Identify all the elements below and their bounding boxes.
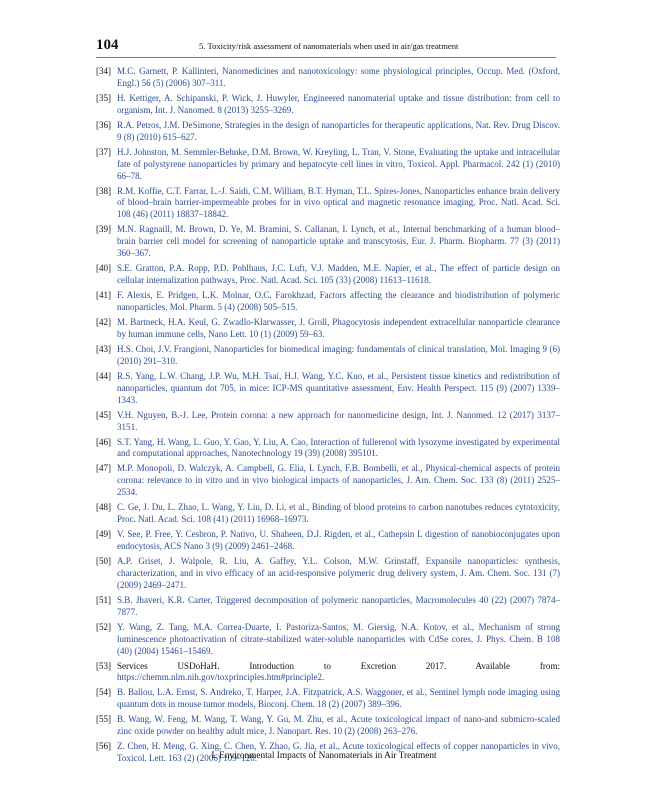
reference-item: [96, 371, 560, 407]
reference-number: [37]: [96, 146, 112, 157]
reference-item: [96, 622, 560, 658]
reference-number: [47]: [96, 463, 112, 474]
reference-link[interactable]: [117, 661, 560, 685]
reference-item: [96, 120, 560, 144]
reference-item: [96, 410, 560, 434]
reference-url[interactable]: https://chemm.nlm.nih.gov/toxprinciples.htm#principle2.: [117, 672, 325, 683]
reference-item: [96, 344, 560, 368]
reference-number: [56]: [96, 741, 112, 752]
reference-number: [55]: [96, 714, 112, 725]
reference-link[interactable]: M. Bartneck, H.A. Keul, G. Zwadlo-Klarwasser, J. Groll, Phagocytosis independent extracellular nanoparticle clearance by human immune cells, Nano Lett. 10 (1) (2009) 59–63.: [117, 316, 560, 339]
reference-link[interactable]: M.C. Garnett, P. Kallinteri, Nanomedicines and nanotoxicology: some physiological principles, Occup. Med. (Oxford, Engl.) 56 (5) (2006) 307–311.: [117, 66, 560, 88]
reference-number: [40]: [96, 263, 112, 274]
reference-item: [96, 463, 560, 499]
page-header: [96, 37, 556, 57]
reference-item: [96, 714, 560, 738]
reference-link[interactable]: S.E. Gratton, P.A. Ropp, P.D. Pohlhaus, J.C. Luft, V.J. Madden, M.E. Napier, et al., The effect of particle design on cellular internalization pathways, Proc. Natl. Acad. Sci. 105 (33) (2008) 11613–11618.: [117, 263, 560, 286]
reference-link[interactable]: V.H. Nguyen, B.-J. Lee, Protein corona: a new approach for nanomedicine design, Int. J. Nanomed. 12 (2017) 3137–3151.: [117, 409, 560, 432]
header-rule: [96, 57, 556, 58]
reference-list: [96, 66, 560, 768]
reference-item: [96, 687, 560, 711]
reference-number: [53]: [96, 660, 112, 671]
reference-link[interactable]: S.B. Jhaveri, K.R. Carter, Triggered decomposition of polymeric nanoparticles, Macromolecules 40 (22) (2007) 7874–7877.: [117, 594, 560, 617]
reference-number: [35]: [96, 92, 112, 103]
reference-link[interactable]: S.T. Yang, H. Wang, L. Guo, Y. Gao, Y. Liu, A. Cao, Interaction of fullerenol with lysozyme investigated by experimental and computational approaches, Nanotechnology 19 (39) (2008) 395101.: [117, 436, 560, 459]
reference-number: [54]: [96, 687, 112, 698]
reference-link[interactable]: Y. Wang, Z. Tang, M.A. Correa-Duarte, I. Pastoriza-Santos, M. Giersig, N.A. Kotov, et al., Mechanism of strong luminescence photoactivation of citrate-stabilized water-soluble nanoparticles with CdSe cores, J. Phys. Chem. B 108 (40) (2004) 15461–15469.: [117, 621, 560, 656]
reference-item: [96, 529, 560, 553]
reference-item: [96, 661, 560, 685]
reference-link[interactable]: Z. Chen, H. Meng, G. Xing, C. Chen, Y. Zhao, G. Jia, et al., Acute toxicological effects of copper nanoparticles in vivo, Toxicol. Lett. 163 (2) (2006) 109–120.: [117, 741, 560, 764]
reference-link[interactable]: R.A. Petros, J.M. DeSimone, Strategies in the design of nanoparticles for therapeutic applications, Nat. Rev. Drug Discov. 9 (8) (2010) 615–627.: [117, 119, 560, 142]
reference-item: [96, 290, 560, 314]
reference-number: [43]: [96, 343, 112, 354]
reference-number: [44]: [96, 370, 112, 381]
reference-number: [46]: [96, 436, 112, 447]
reference-item: [96, 556, 560, 592]
reference-number: [49]: [96, 529, 112, 540]
reference-item: [96, 224, 560, 260]
reference-number: [42]: [96, 316, 112, 327]
reference-item: [96, 502, 560, 526]
reference-item: [96, 66, 560, 90]
reference-link[interactable]: M.P. Monopoli, D. Walczyk, A. Campbell, G. Elia, I. Lynch, F.B. Bombelli, et al., Physical-chemical aspects of protein corona: relevance to in vitro and in vivo biological impacts of nanoparticles, J. Am. Chem. Soc. 133 (8) (2011) 2525–2534.: [117, 463, 560, 498]
reference-item: [96, 437, 560, 461]
reference-link[interactable]: A.P. Griset, J. Walpole, R. Liu, A. Gaffey, Y.L. Colson, M.W. Grinstaff, Expansile nanoparticles: synthesis, characterization, and in vivo efficacy of an acid-responsive polymeric drug delivery system, J. Am. Chem. Soc. 131 (7) (2009) 2469–2471.: [117, 556, 560, 590]
running-head: 5. Toxicity/risk assessment of nanomaterials when used in air/gas treatment: [199, 41, 459, 51]
page-footer: I. Environmental Impacts of Nanomaterials in Air Treatment: [211, 751, 437, 761]
reference-link[interactable]: H.S. Choi, J.V. Frangioni, Nanoparticles for biomedical imaging: fundamentals of clinical translation, Mol. Imaging 9 (6) (2010) 291–310.: [117, 343, 560, 366]
reference-number: [45]: [96, 409, 112, 420]
reference-number: [50]: [96, 556, 112, 567]
reference-plain-text: Services USDoHaH. Introduction to Excretion 2017. Available from:: [117, 660, 560, 671]
reference-link[interactable]: R.M. Koffie, C.T. Farrar, L.-J. Saidi, C.M. William, B.T. Hyman, T.L. Spires-Jones, Nanoparticles enhance brain delivery of blood–brain barrier-impermeable probes for in vivo optical and magnetic resonance imaging, Proc. Natl. Acad. Sci. 108 (46) (2011) 18837–18842.: [117, 185, 560, 220]
reference-item: [96, 263, 560, 287]
reference-number: [34]: [96, 66, 112, 76]
reference-number: [51]: [96, 594, 112, 605]
page-number: 104: [96, 37, 119, 53]
reference-link[interactable]: C. Ge, J. Du, L. Zhao, L. Wang, Y. Liu, D. Li, et al., Binding of blood proteins to carbon nanotubes reduces cytotoxicity, Proc. Natl. Acad. Sci. 108 (41) (2011) 16968–16973.: [117, 502, 560, 525]
reference-link[interactable]: H.J. Johnston, M. Semmler-Behnke, D.M. Brown, W. Kreyling, L. Tran, V. Stone, Evaluating the uptake and intracellular fate of polystyrene nanoparticles by primary and hepatocyte cell lines in vitro, Toxicol. Appl. Pharmacol. 242 (1) (2010) 66–78.: [117, 146, 560, 181]
reference-number: [52]: [96, 621, 112, 632]
reference-item: [96, 317, 560, 341]
reference-item: [96, 595, 560, 619]
reference-number: [48]: [96, 502, 112, 513]
reference-link[interactable]: B. Wang, W. Feng, M. Wang, T. Wang, Y. Gu, M. Zhu, et al., Acute toxicological impact of nano-and submicro-scaled zinc oxide powder on healthy adult mice, J. Nanopart. Res. 10 (2) (2008) 263–276.: [117, 714, 560, 737]
reference-item: [96, 186, 560, 222]
reference-item: [96, 147, 560, 183]
reference-link[interactable]: B. Ballou, L.A. Ernst, S. Andreko, T. Harper, J.A. Fitzpatrick, A.S. Waggoner, et al., Sentinel lymph node imaging using quantum dots in mouse tumor models, Bioconj. Chem. 18 (2) (2007) 389–396.: [117, 687, 560, 710]
reference-link[interactable]: R.S. Yang, L.W. Chang, J.P. Wu, M.H. Tsai, H.J. Wang, Y.C. Kuo, et al., Persistent tissue kinetics and redistribution of nanoparticles, quantum dot 705, in mice: ICP-MS quantitative assessment, Env. Health Perspect. 115 (9) (2007) 1339–1343.: [117, 370, 560, 405]
reference-number: [41]: [96, 290, 112, 301]
reference-number: [36]: [96, 119, 112, 130]
reference-link[interactable]: M.N. Ragnaill, M. Brown, D. Ye, M. Bramini, S. Callanan, I. Lynch, et al., Internal benchmarking of a human blood–brain barrier cell model for screening of nanoparticle uptake and transcytosis, Eur. J. Pharm. Biopharm. 77 (3) (2011) 360–367.: [117, 224, 560, 259]
reference-link[interactable]: V. See, P. Free, Y. Cesbron, P. Nativo, U. Shaheen, D.J. Rigden, et al., Cathepsin L digestion of nanobioconjugates upon endocytosis, ACS Nano 3 (9) (2009) 2461–2468.: [117, 529, 560, 552]
reference-link[interactable]: F. Alexis, E. Pridgen, L.K. Molnar, O.C. Farokhzad, Factors affecting the clearance and biodistribution of polymeric nanoparticles, Mol. Pharm. 5 (4) (2008) 505–515.: [117, 290, 560, 312]
reference-item: [96, 93, 560, 117]
reference-number: [38]: [96, 185, 112, 196]
reference-number: [39]: [96, 224, 112, 235]
reference-link[interactable]: H. Kettiger, A. Schipanski, P. Wick, J. Huwyler, Engineered nanomaterial uptake and tissue distribution: from cell to organism, Int. J. Nanomed. 8 (2013) 3255–3269.: [117, 92, 560, 115]
